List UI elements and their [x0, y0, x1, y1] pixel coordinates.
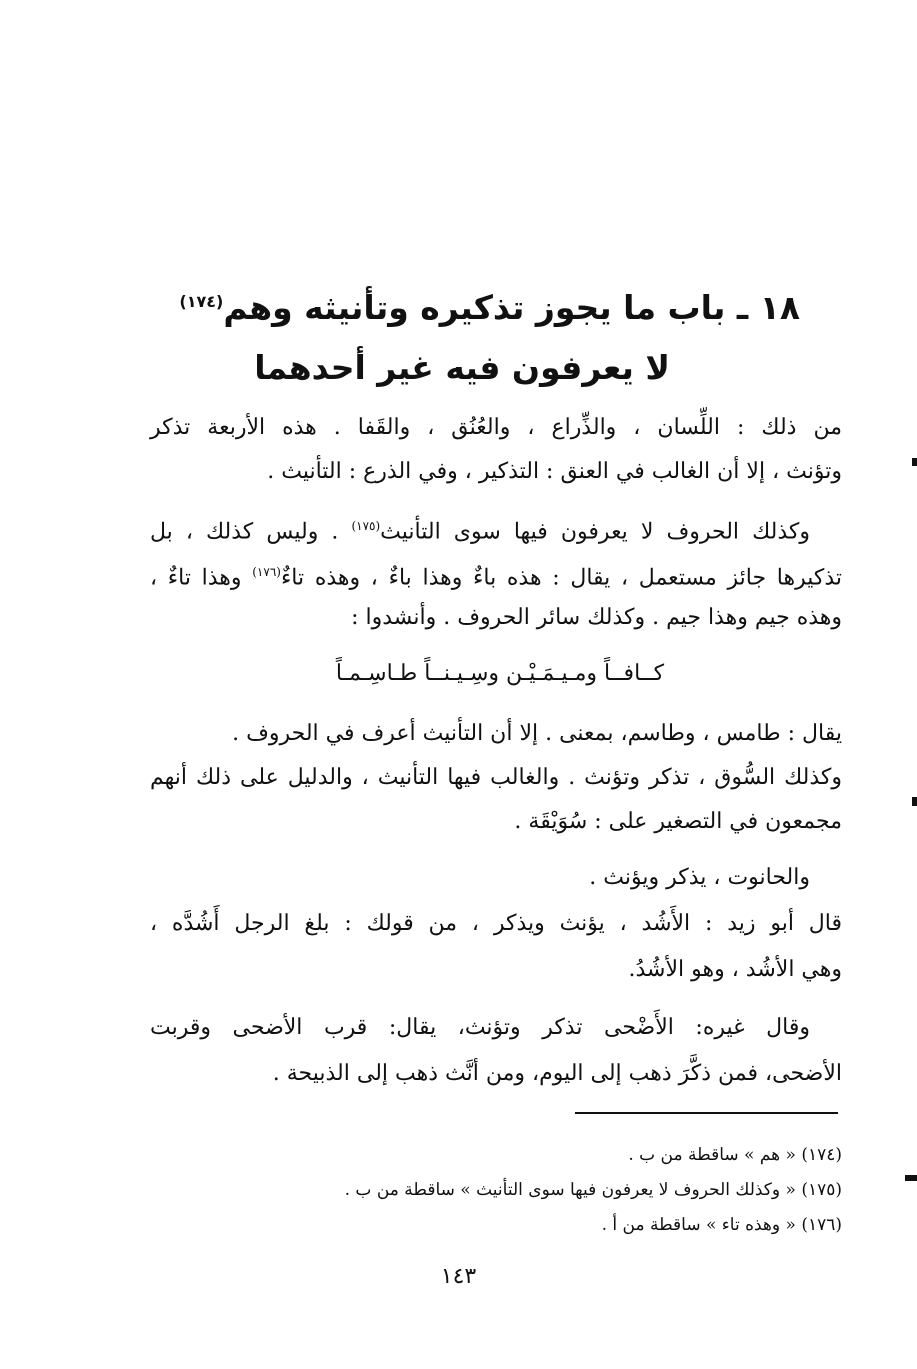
- chapter-heading-text: ١٨ ـ باب ما يجوز تذكيره وتأنيثه وهم: [223, 288, 800, 327]
- body-line-4: [150, 552, 842, 598]
- body-line-1: من ذلك : اللِّسان ، والذِّراع ، والعُنُق ، والقَفا . هذه الأربعة تذكر: [150, 415, 842, 440]
- chapter-heading-line2: لا يعرفون فيه غير أحدهما: [254, 348, 670, 387]
- footnote-175: (١٧٥) « وكذلك الحروف لا يعرفون فيها سوى التأنيث » ساقطة من ب .: [344, 1180, 842, 1200]
- body-line-7: وكذلك السُّوق ، تذكر وتؤنث . والغالب فيها التأنيث ، والدليل على ذلك أنهم: [150, 765, 842, 790]
- footnote-ref-175: (١٧٥): [351, 519, 381, 533]
- chapter-heading: [150, 282, 800, 328]
- scan-mark-3: [905, 1175, 917, 1181]
- body-line-9: والحانوت ، يذكر ويؤنث .: [589, 865, 810, 890]
- body-line-8: مجمعون في التصغير على : سُوَيْقَة .: [514, 809, 842, 834]
- body-line-2: وتؤنث ، إلا أن الغالب في العنق : التذكير ، وفي الذرع : التأنيث .: [267, 459, 842, 484]
- body-line-3-tail: . وليس كذلك ، بل: [150, 519, 352, 545]
- body-line-12: وقال غيره: الأَضْحى تذكر وتؤنث، يقال: قرب الأضحى وقربت: [150, 1015, 810, 1040]
- body-line-13: الأضحى، فمن ذكَّرَ ذهب إلى اليوم، ومن أنَّث ذهب إلى الذبيحة .: [272, 1061, 842, 1086]
- body-line-4-tail: وهذا تاءٌ ،: [150, 565, 253, 591]
- body-line-6: يقال : طامس ، وطاسم، بمعنى . إلا أن التأنيث أعرف في الحروف .: [232, 721, 842, 746]
- body-line-4-text: تذكيرها جائز مستعمل ، يقال : هذه باءٌ وهذا باءٌ ، وهذه تاءٌ: [280, 565, 842, 591]
- footnote-176: (١٧٦) « وهذه تاء » ساقطة من أ .: [601, 1215, 842, 1235]
- scan-mark-2: [912, 797, 917, 806]
- footnote-separator: [575, 1112, 838, 1114]
- footnote-ref-174: (١٧٤): [179, 292, 224, 311]
- footnote-174: (١٧٤) « هم » ساقطة من ب .: [628, 1145, 842, 1165]
- footnote-ref-176: (١٧٦): [252, 565, 281, 579]
- body-line-11: وهي الأشُد ، وهو الأشُدُ.: [628, 957, 842, 982]
- body-line-10: قال أبو زيد : الأَشُد ، يؤنث ويذكر ، من قولك : بلغ الرجل أَشُدَّه ،: [150, 911, 842, 936]
- page-number: ١٤٣: [440, 1264, 477, 1289]
- body-line-3-text: وكذلك الحروف لا يعرفون فيها سوى التأنيث: [380, 519, 810, 545]
- scan-mark-1: [912, 458, 917, 466]
- body-line-3: [150, 506, 810, 552]
- body-line-5: وهذه جيم وهذا جيم . وكذلك سائر الحروف . وأنشدوا :: [351, 605, 842, 630]
- poetry-verse: كــافــاً ومـيـمَـيْـن وسِـيـنــاً طـاسِـمـاً: [335, 661, 665, 686]
